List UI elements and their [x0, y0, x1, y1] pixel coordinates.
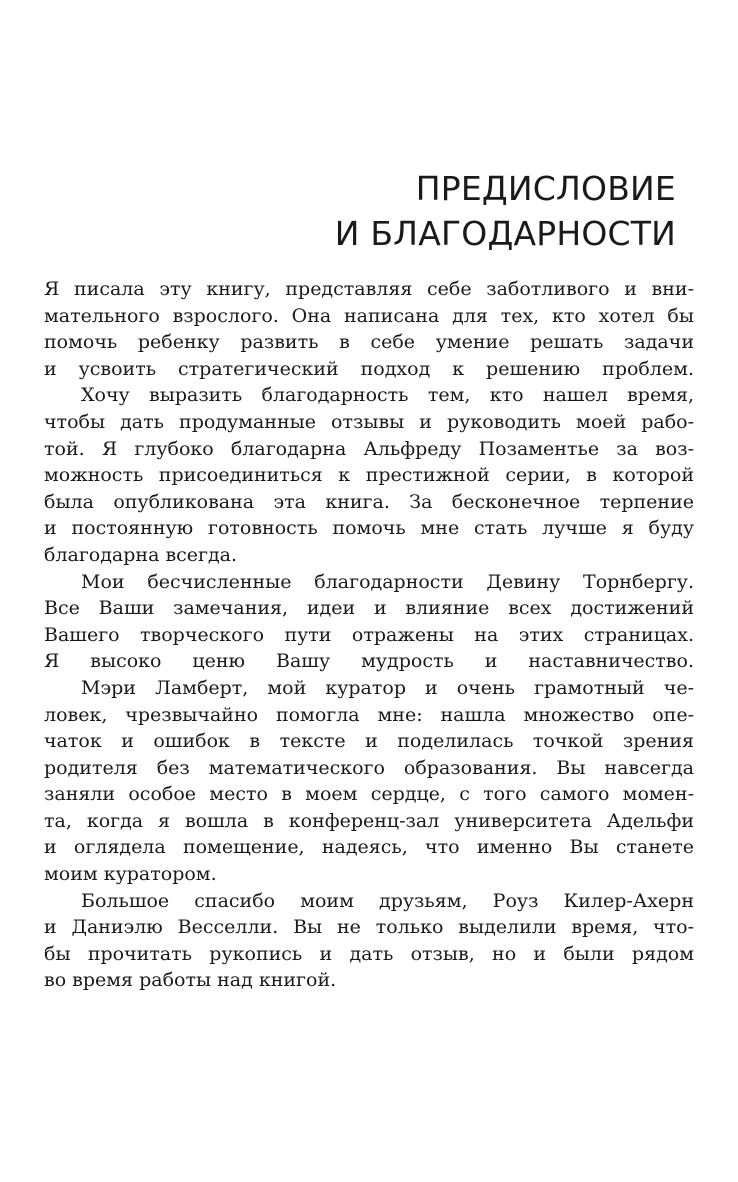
text-line: во время работы над книгой.: [44, 969, 337, 992]
paragraph-5: [44, 888, 694, 994]
text-line: была опубликована эта книга. За бесконечное терпение: [44, 490, 694, 513]
heading-line-2: И БЛАГОДАРНОСТИ: [334, 214, 676, 253]
text-line: той. Я глубоко благодарна Альфреду Позаментье за воз-: [44, 437, 694, 460]
heading-line-1: ПРЕДИСЛОВИЕ: [415, 169, 676, 208]
paragraph-1: [44, 276, 694, 382]
text-line: Мои бесчисленные благодарности Девину Торнбергу.: [81, 570, 694, 593]
text-line: Вашего творческого пути отражены на этих страницах.: [44, 623, 694, 646]
text-line: Я писала эту книгу, представляя себе заботливого и вни-: [44, 278, 694, 300]
chapter-heading: [335, 166, 676, 256]
text-line: и Даниэлю Весселли. Вы не только выделили время, что-: [44, 916, 694, 939]
text-line: и усвоить стратегический подход к решению проблем.: [44, 357, 694, 380]
text-line: и оглядела помещение, надеясь, что именно Вы станете: [44, 836, 694, 859]
paragraph-4: [44, 675, 694, 888]
text-line: бы прочитать рукопись и дать отзыв, но и были рядом: [44, 942, 694, 965]
body-text: [44, 276, 694, 994]
text-line: заняли особое место в моем сердце, с того самого момен-: [44, 783, 694, 806]
text-line: Хочу выразить благодарность тем, кто нашел время,: [81, 384, 694, 407]
text-line: моим куратором.: [44, 863, 217, 886]
text-line: чаток и ошибок в тексте и поделилась точкой зрения: [44, 730, 694, 753]
text-line: ловек, чрезвычайно помогла мне: нашла множество опе-: [44, 703, 694, 726]
text-line: мательного взрослого. Она написана для тех, кто хотел бы: [44, 304, 694, 327]
text-line: Большое спасибо моим друзьям, Роуз Килер-Ахерн: [81, 889, 694, 912]
text-line: помочь ребенку развить в себе умение решать задачи: [44, 331, 694, 354]
text-line: и постоянную готовность помочь мне стать лучше я буду: [44, 517, 694, 540]
paragraph-3: [44, 569, 694, 675]
text-line: родителя без математического образования. Вы навсегда: [44, 756, 694, 779]
text-line: благодарна всегда.: [44, 543, 238, 566]
text-line: Мэри Ламберт, мой куратор и очень грамотный че-: [81, 676, 694, 699]
text-line: Все Ваши замечания, идеи и влияние всех достижений: [44, 597, 694, 620]
text-line: та, когда я вошла в конференц-зал университета Адельфи: [44, 809, 694, 832]
text-line: можность присоединиться к престижной серии, в которой: [44, 464, 694, 487]
text-line: чтобы дать продуманные отзывы и руководить моей рабо-: [44, 410, 694, 433]
text-line: Я высоко ценю Вашу мудрость и наставничество.: [44, 650, 694, 673]
paragraph-2: [44, 382, 694, 568]
